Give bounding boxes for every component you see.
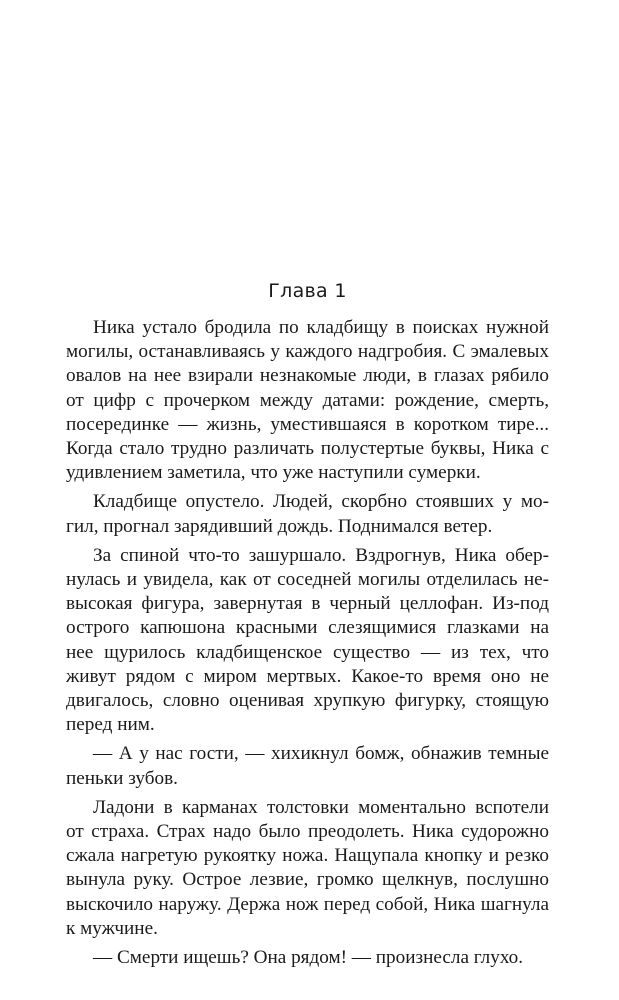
book-page <box>66 0 549 1000</box>
paragraph: За спиной что-то зашуршало. Вздрогнув, Ника обернулась и увидела, как от соседней могилы отделилась невысокая фигура, завернутая в черный целлофан. Из-под острого капюшона красными слезящимися глазками на нее щурилось кладбищенское существо — из тех, что живут рядом с миром мертвых. Какое-то время оно не двигалось, словно оценивая хрупкую фигурку, стоящую перед ним. <box>66 544 549 736</box>
paragraph: Ладони в карманах толстовки моментально вспотели от страха. Страх надо было преодолеть. Ника судорожно сжала нагретую рукоятку ножа. Нащупала кнопку и резко вынула руку. Острое лезвие, громко щелкнув, послушно выскочило наружу. Держа нож перед собой, Ника шагнула к мужчине. <box>66 796 549 939</box>
paragraph: — А у нас гости, — хихикнул бомж, обнажив темные пеньки зубов. <box>66 743 549 789</box>
paragraph: Кладбище опустело. Людей, скорбно стоявших у могил, прогнал зарядивший дождь. Поднимался ветер. <box>66 491 549 537</box>
paragraph: Ника устало бродила по кладбищу в поисках нужной могилы, останавливаясь у каждого надгробия. С эмалевых овалов на нее взирали незнакомые люди, в глазах рябило от цифр с прочерком между датами: рождение, смерть, посерединке — жизнь, уместившаяся в коротком тире... Когда стало трудно различать полустертые буквы, Ника с удивлением заметила, что уже наступили сумерки. <box>66 317 549 484</box>
chapter-title: Глава 1 <box>268 280 347 302</box>
chapter-body <box>66 316 549 970</box>
paragraph: — Смерти ищешь? Она рядом! — произнесла глухо. <box>93 947 524 969</box>
